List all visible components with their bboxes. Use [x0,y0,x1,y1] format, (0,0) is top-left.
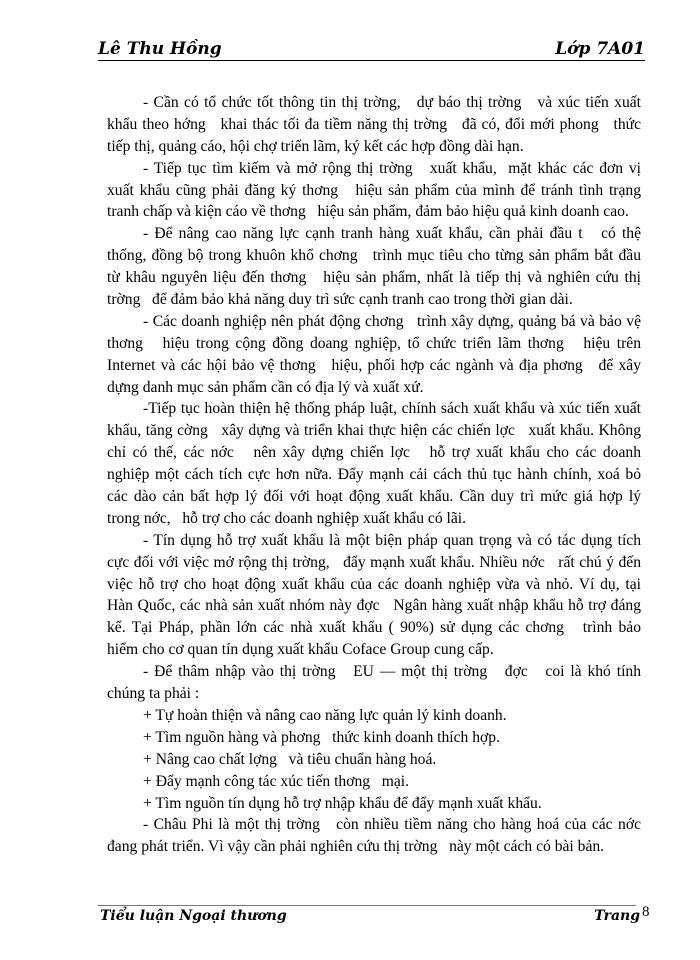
paragraph [107,727,641,749]
paragraph [107,530,641,661]
text-line: xuất khẩu cũng phải đăng ký thơng hiệu sản phẩm của mình để tránh tình trạng [107,181,641,199]
text-line: + Nâng cao chất lợng và tiêu chuẩn hàng hoá. [143,750,437,768]
text-line: + Tự hoàn thiện và nâng cao năng lực quản lý kinh doanh. [143,706,507,724]
text-line: - Để nâng cao năng lực cạnh tranh hàng xuất khẩu, cần phải đầu t có thệ [143,225,641,243]
text-line: nghiệp một cách tích cực hơn nữa. Đẩy mạnh cải cách thủ tục hành chính, xoá bỏ [107,466,641,484]
text-line: tiếp thị, quảng cáo, hội chợ triển lãm, ký kết các hợp đồng dài hạn. [107,137,524,155]
text-line: trong nớc, hỗ trợ cho các doanh nghiệp xuất khẩu có lãi. [107,509,467,527]
text-line: - Châu Phi là một thị trờng còn nhiều tiềm năng cho hàng hoá của các nớc [143,816,641,834]
text-line: chỉ có thế, các nớc nên xây dựng chiến lợc hỗ trợ xuất khẩu cho các doanh [107,444,641,462]
header-class: Lớp 7A01 [555,39,645,59]
footer-title: Tiểu luận Ngoại thương [100,908,287,924]
text-line: + Tìm nguồn tín dụng hỗ trợ nhập khẩu để đẩy mạnh xuất khẩu. [143,794,542,812]
text-line: tranh chấp và kiện cáo về thơng hiệu sản phẩm, đảm bảo hiệu quả kinh doanh cao. [107,203,629,221]
text-line: -Tiếp tục hoàn thiện hệ thống pháp luật, chính sách xuất khẩu và xúc tiến xuất [143,400,641,418]
text-line: dựng danh mục sản phẩm cần có địa lý và xuất xứ. [107,378,424,396]
paragraph [107,398,641,529]
text-line: chúng ta phải : [107,685,200,703]
paragraph [107,749,641,771]
text-line: - Các doanh nghiệp nên phát động chơng trình xây dựng, quảng bá và bảo vệ [143,312,641,330]
page-number: 8 [642,904,650,920]
page-footer [98,905,640,930]
paragraph [107,705,641,727]
document-body [107,92,641,858]
page-header [98,38,645,61]
text-line: việc hỗ trợ cho hoạt động xuất khẩu của các doanh nghiệp vừa và nhỏ. Ví dụ, tại [107,575,641,593]
paragraph [107,771,641,793]
text-line: khẩu, tăng cờng xây dựng và triển khai thực hiện các chiến lợc xuất khẩu. Không [107,422,641,440]
text-line: các dào cản bất hợp lý đối với hoạt động xuất khẩu. Cần duy trì mức giá hợp lý [107,488,641,506]
text-line: trờng để đảm bảo khả năng duy trì sức cạnh tranh cao trong thời gian dài. [107,291,573,309]
paragraph [107,158,641,224]
text-line: cực đối với việc mở rộng thị trờng, đẩy mạnh xuất khẩu. Nhiều nớc rất chú ý đến [107,553,641,571]
paragraph [107,661,641,705]
text-line: + Tìm nguồn hàng và phơng thức kinh doanh thích hợp. [143,728,500,746]
paragraph [107,92,641,158]
header-author: Lê Thu Hồng [98,39,222,59]
text-line: - Tín dụng hỗ trợ xuất khẩu là một biện pháp quan trọng và có tác dụng tích [143,531,641,549]
text-line: - Để thâm nhập vào thị trờng EU — một thị trờng đợc coi là khó tính [143,663,641,681]
footer-page-label: Trang [594,908,640,924]
text-line: kể. Tại Pháp, phần lớn các nhà xuất khẩu ( 90%) sử dụng các chơng trình bảo [107,619,641,637]
text-line: đang phát triển. Vì vậy cần phải nghiên cứu thị trờng này một cách có bài bản. [107,838,605,856]
text-line: thống, đồng bộ trong khuôn khổ chơng trình mục tiêu cho từng sản phẩm bắt đầu [107,247,641,265]
paragraph [107,223,641,311]
text-line: thơng hiệu trong cộng đồng doang nghiệp, tổ chức triển lãm thơng hiệu trên [107,334,641,352]
text-line: + Đẩy mạnh công tác xúc tiến thơng mại. [143,772,410,790]
text-line: - Tiếp tục tìm kiếm và mở rộng thị trờng xuất khẩu, mặt khác các đơn vị [143,159,641,177]
text-line: - Cần có tổ chức tốt thông tin thị trờng, dự báo thị trờng và xúc tiến xuất [143,94,641,111]
text-line: hiểm cho cơ quan tín dụng xuất khẩu Coface Group cung cấp. [107,641,494,659]
paragraph [107,814,641,858]
paragraph [107,311,641,399]
text-line: từ khâu nguyên liệu đến thơng hiệu sản phẩm, nhất là tiếp thị và nghiên cứu thị [107,269,641,287]
paragraph [107,793,641,815]
text-line: Hàn Quốc, các nhà sản xuất nhóm này đợc Ngân hàng xuất nhập khẩu hỗ trợ đáng [107,597,641,615]
text-line: Internet và các hội bảo vệ thơng hiệu, phối hợp các ngành và địa phơng để xây [107,356,641,374]
text-line: khẩu theo hớng khai thác tối đa tiềm năng thị trờng đã có, đổi mới phong thức [107,115,641,133]
